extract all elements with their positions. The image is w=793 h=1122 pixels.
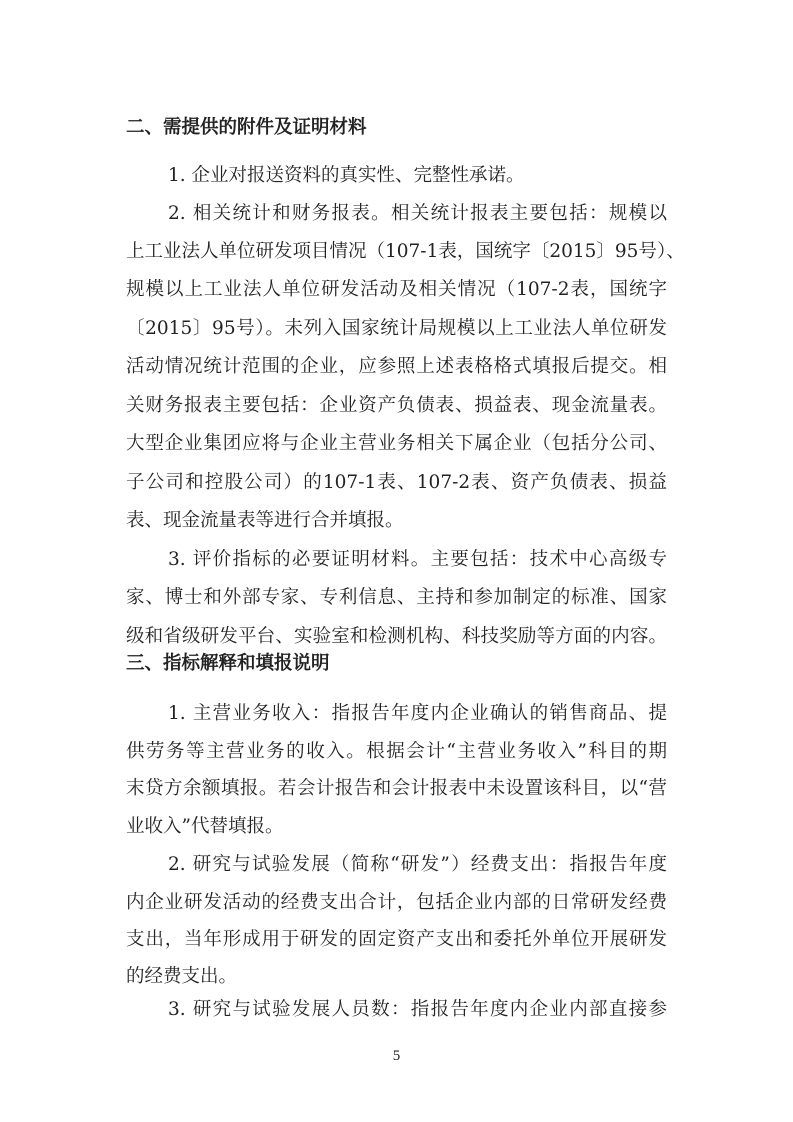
paragraph-line: 2. 相关统计和财务报表。相关统计报表主要包括：规模以 [168,203,667,224]
section-heading: 二、需提供的附件及证明材料 [126,117,367,138]
paragraph-line: 2. 研究与试验发展（简称“研发”）经费支出：指报告年度 [168,854,667,875]
paragraph-line: 规模以上工业法人单位研发活动及相关情况（107-2表，国统字 [126,279,667,300]
section-heading: 三、指标解释和填报说明 [126,653,330,674]
paragraph-line: 业收入”代替填报。 [126,816,284,837]
paragraph-line: 〔2015〕95号）。未列入国家统计局规模以上工业法人单位研发 [126,318,667,339]
page-number: 5 [392,1048,401,1064]
paragraph-line: 3. 评价指标的必要证明材料。主要包括：技术中心高级专 [168,549,667,570]
paragraph-line: 上工业法人单位研发项目情况（107-1表，国统字〔2015〕95号）、 [126,241,685,262]
paragraph-line: 关财务报表主要包括：企业资产负债表、损益表、现金流量表。 [126,395,667,416]
paragraph-line: 家、博士和外部专家、专利信息、主持和参加制定的标准、国家 [126,587,667,608]
paragraph-line: 1. 企业对报送资料的真实性、完整性承诺。 [168,165,525,186]
paragraph-line: 供劳务等主营业务的收入。根据会计“主营业务收入”科目的期 [126,741,667,762]
paragraph-line: 子公司和控股公司）的107-1表、107-2表、资产负债表、损益 [126,472,667,493]
paragraph-line: 支出，当年形成用于研发的固定资产支出和委托外单位开展研发 [126,929,667,950]
paragraph-line: 级和省级研发平台、实验室和检测机构、科技奖励等方面的内容。 [126,626,667,647]
paragraph-line: 3. 研究与试验发展人员数：指报告年度内企业内部直接参 [168,999,667,1020]
paragraph-line: 表、现金流量表等进行合并填报。 [126,510,404,531]
paragraph-line: 末贷方余额填报。若会计报告和会计报表中未设置该科目，以“营 [126,778,667,799]
paragraph-line: 1. 主营业务收入：指报告年度内企业确认的销售商品、提 [168,703,667,724]
paragraph-line: 活动情况统计范围的企业，应参照上述表格格式填报后提交。相 [126,356,667,377]
paragraph-line: 大型企业集团应将与企业主营业务相关下属企业（包括分公司、 [126,433,667,454]
paragraph-line: 内企业研发活动的经费支出合计，包括企业内部的日常研发经费 [126,892,667,913]
paragraph-line: 的经费支出。 [126,966,238,987]
